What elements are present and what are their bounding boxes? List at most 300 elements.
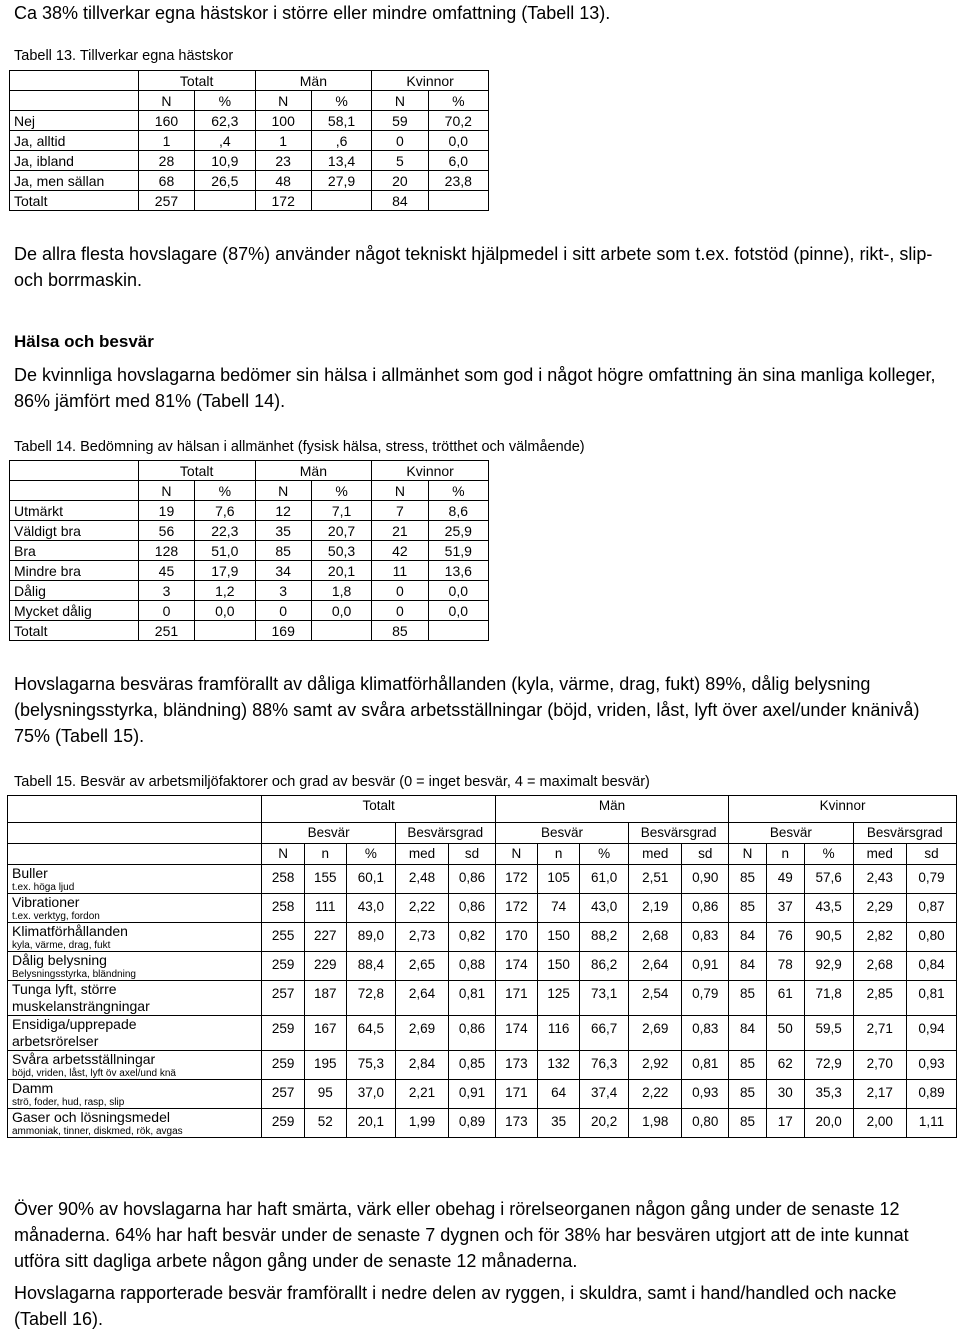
table-cell: 0,0 <box>428 131 488 151</box>
table-cell: 20,0 <box>804 1109 853 1138</box>
table-cell: 0 <box>138 601 194 621</box>
table-cell: 2,85 <box>853 981 906 1016</box>
table-row <box>10 561 489 581</box>
factor-note: Belysningsstyrka, bländning <box>12 969 136 980</box>
row-label: Väldigt bra <box>10 521 139 541</box>
factor-label: Vibrationer <box>12 894 80 910</box>
table-cell: 84 <box>729 952 767 981</box>
table-cell: 2,19 <box>629 894 682 923</box>
table-cell: 59 <box>372 111 428 131</box>
table-cell: 1 <box>138 131 194 151</box>
table-cell: 195 <box>304 1051 346 1080</box>
table-cell: 3 <box>255 581 311 601</box>
table-cell: 42 <box>372 541 428 561</box>
table-cell: 1 <box>255 131 311 151</box>
table-cell: 43,0 <box>346 894 395 923</box>
factor-label: Gaser och lösningsmedel <box>12 1109 170 1125</box>
table-cell: 84 <box>729 1016 767 1051</box>
column-header: N <box>262 844 304 865</box>
table-cell: 0,89 <box>906 1080 956 1109</box>
table-cell: 227 <box>304 923 346 952</box>
table-cell: 11 <box>372 561 428 581</box>
table-cell: 174 <box>495 952 537 981</box>
table-cell: 2,22 <box>629 1080 682 1109</box>
table-cell: 1,2 <box>195 581 255 601</box>
table-cell: 28 <box>138 151 194 171</box>
column-header: % <box>580 844 629 865</box>
column-header: N <box>255 91 311 111</box>
table-cell: 0,0 <box>311 601 371 621</box>
table-cell: 259 <box>262 1109 304 1138</box>
table-cell: 128 <box>138 541 194 561</box>
factor-label: Tunga lyft, större <box>12 981 117 997</box>
table-row <box>8 1051 957 1080</box>
besvarsgrad-header: Besvärsgrad <box>629 823 729 844</box>
table-cell: 64,5 <box>346 1016 395 1051</box>
table-cell: 150 <box>538 923 580 952</box>
table-cell: 37,0 <box>346 1080 395 1109</box>
table-cell: 173 <box>495 1051 537 1080</box>
table-row <box>8 923 957 952</box>
table-cell: 5 <box>372 151 428 171</box>
table-cell: 0,82 <box>449 923 496 952</box>
group-header: Kvinnor <box>372 461 489 481</box>
table-cell: 92,9 <box>804 952 853 981</box>
table-cell: 61,0 <box>580 865 629 894</box>
table-cell: 64 <box>538 1080 580 1109</box>
factor-label-line2: muskelansträngningar <box>12 998 150 1014</box>
table-cell: 171 <box>495 981 537 1016</box>
table-cell: 2,84 <box>395 1051 448 1080</box>
table-cell <box>195 191 255 211</box>
row-label: Ja, ibland <box>10 151 139 171</box>
column-header: % <box>311 481 371 501</box>
besvar-header: Besvär <box>729 823 853 844</box>
besvarsgrad-header: Besvärsgrad <box>395 823 495 844</box>
table-cell: 2,64 <box>395 981 448 1016</box>
table-13 <box>9 70 489 211</box>
table-cell: 1,98 <box>629 1109 682 1138</box>
table-cell: 255 <box>262 923 304 952</box>
table-cell: 68 <box>138 171 194 191</box>
table-cell: 0,91 <box>449 1080 496 1109</box>
table-cell: 85 <box>729 865 767 894</box>
table-cell: 58,1 <box>311 111 371 131</box>
table-cell: 2,92 <box>629 1051 682 1080</box>
subheader-row <box>10 91 489 111</box>
table-cell: 43,0 <box>580 894 629 923</box>
table-cell: 0 <box>372 581 428 601</box>
table-cell: 13,6 <box>428 561 488 581</box>
table-cell: 0 <box>372 131 428 151</box>
table-14 <box>9 460 489 641</box>
table-row <box>10 521 489 541</box>
table-cell: 174 <box>495 1016 537 1051</box>
table-cell: 2,29 <box>853 894 906 923</box>
table-cell: 76,3 <box>580 1051 629 1080</box>
table-cell: 85 <box>729 894 767 923</box>
table-cell: 84 <box>372 191 428 211</box>
column-header: % <box>311 91 371 111</box>
table-cell: 0,89 <box>449 1109 496 1138</box>
table-cell: 2,82 <box>853 923 906 952</box>
table-cell: 62 <box>766 1051 804 1080</box>
table-cell: 2,64 <box>629 952 682 981</box>
row-label: Mycket dålig <box>10 601 139 621</box>
column-header: N <box>138 481 194 501</box>
table-cell: 0,93 <box>906 1051 956 1080</box>
table-cell: 258 <box>262 894 304 923</box>
table-cell: 72,8 <box>346 981 395 1016</box>
table-cell: 49 <box>766 865 804 894</box>
table-cell: 2,43 <box>853 865 906 894</box>
table-cell <box>195 621 255 641</box>
column-header: sd <box>449 844 496 865</box>
table-cell: 34 <box>255 561 311 581</box>
table-cell: 86,2 <box>580 952 629 981</box>
table-cell: 66,7 <box>580 1016 629 1051</box>
paragraph-body-regions: Hovslagarna rapporterade besvär framförallt i nedre delen av ryggen, i skuldra, samt i hand/handled och nacke (Tabell 16). <box>14 1283 897 1329</box>
table-cell: 171 <box>495 1080 537 1109</box>
table-cell: 0,80 <box>682 1109 729 1138</box>
table-cell: 0,86 <box>449 1016 496 1051</box>
table-cell: 13,4 <box>311 151 371 171</box>
row-label: Bra <box>10 541 139 561</box>
table-cell: 2,73 <box>395 923 448 952</box>
table-cell: 85 <box>729 1051 767 1080</box>
table-cell: 2,65 <box>395 952 448 981</box>
table-cell: 0,79 <box>906 865 956 894</box>
table-cell <box>428 621 488 641</box>
table-cell: 57,6 <box>804 865 853 894</box>
table-cell: 251 <box>138 621 194 641</box>
corner-cell <box>8 823 262 844</box>
row-label: Dålig <box>10 581 139 601</box>
column-header: med <box>629 844 682 865</box>
table-cell: 56 <box>138 521 194 541</box>
table-cell: 2,71 <box>853 1016 906 1051</box>
table-cell: 2,51 <box>629 865 682 894</box>
table-cell: 259 <box>262 1016 304 1051</box>
table-cell: 51,9 <box>428 541 488 561</box>
table-cell: ,4 <box>195 131 255 151</box>
row-label: Totalt <box>10 191 139 211</box>
corner-cell <box>8 796 262 823</box>
row-label: Ja, alltid <box>10 131 139 151</box>
table-cell: 35 <box>255 521 311 541</box>
table-cell: 2,69 <box>395 1016 448 1051</box>
table-cell: 37,4 <box>580 1080 629 1109</box>
factor-note: ammoniak, tinner, diskmed, rök, avgas <box>12 1126 183 1137</box>
header-row <box>10 461 489 481</box>
table-cell: 0,0 <box>195 601 255 621</box>
table-cell: 187 <box>304 981 346 1016</box>
table-cell: 172 <box>255 191 311 211</box>
table-cell: 0 <box>255 601 311 621</box>
column-header: % <box>428 481 488 501</box>
table-cell: ,6 <box>311 131 371 151</box>
table-cell: 2,68 <box>853 952 906 981</box>
table-cell: 169 <box>255 621 311 641</box>
intro-paragraph: Ca 38% tillverkar egna hästskor i större eller mindre omfattning (Tabell 13). <box>14 3 611 23</box>
table-cell: 52 <box>304 1109 346 1138</box>
row-label: Nej <box>10 111 139 131</box>
factor-note: kyla, värme, drag, fukt <box>12 940 111 951</box>
factor-label: Svåra arbetsställningar <box>12 1051 156 1067</box>
table-cell: 61 <box>766 981 804 1016</box>
table-row <box>10 151 489 171</box>
table-cell: 85 <box>729 1109 767 1138</box>
table13-caption: Tabell 13. Tillverkar egna hästskor <box>14 48 234 64</box>
corner-cell <box>10 481 139 501</box>
row-label <box>8 894 262 923</box>
table-cell: 88,4 <box>346 952 395 981</box>
paragraph-health: De kvinnliga hovslagarna bedömer sin hälsa i allmänhet som god i något högre omfattning än sina manliga kolleger, 86% jämfört med 81% (Tabell 14). <box>14 365 936 411</box>
table-row <box>10 111 489 131</box>
table-cell: 0,86 <box>682 894 729 923</box>
table-cell: 0,0 <box>428 581 488 601</box>
column-header: N <box>495 844 537 865</box>
paragraph-exposure: Hovslagarna besväras framförallt av dåliga klimatförhållanden (kyla, värme, drag, fukt) 89%, dålig belysning (belysningsstyrka, bländning) 88% samt av svåra arbetsställningar (böjd, vriden, låst, lyft över axel/under knänivå) 75% (Tabell 15). <box>14 674 920 746</box>
table-cell: 259 <box>262 952 304 981</box>
table-cell: 0,85 <box>449 1051 496 1080</box>
table-cell: 0,93 <box>682 1080 729 1109</box>
table-cell: 0,90 <box>682 865 729 894</box>
factor-note: böjd, vriden, låst, lyft öv axel/und knä <box>12 1068 176 1079</box>
column-header: % <box>428 91 488 111</box>
table-cell: 21 <box>372 521 428 541</box>
table-cell: 85 <box>255 541 311 561</box>
table-row <box>10 191 489 211</box>
table-cell: 20,7 <box>311 521 371 541</box>
row-label <box>8 865 262 894</box>
table-row <box>10 501 489 521</box>
table-15 <box>7 795 957 1138</box>
table-cell: 35 <box>538 1109 580 1138</box>
table-row <box>10 131 489 151</box>
group-header: Män <box>495 796 728 823</box>
table-cell: 173 <box>495 1109 537 1138</box>
table-cell: 0,83 <box>682 1016 729 1051</box>
table-cell: 20 <box>372 171 428 191</box>
table-row <box>8 894 957 923</box>
table-cell: 8,6 <box>428 501 488 521</box>
column-header: % <box>346 844 395 865</box>
table-cell: 78 <box>766 952 804 981</box>
table-cell: 23,8 <box>428 171 488 191</box>
column-header: % <box>804 844 853 865</box>
table-cell: 48 <box>255 171 311 191</box>
table-cell: 0,86 <box>449 865 496 894</box>
table-cell: 85 <box>729 981 767 1016</box>
factor-label-line2: arbetsrörelser <box>12 1033 99 1049</box>
table-row <box>10 601 489 621</box>
table-cell <box>428 191 488 211</box>
table-cell: 75,3 <box>346 1051 395 1080</box>
column-header: % <box>195 481 255 501</box>
table-cell: 167 <box>304 1016 346 1051</box>
table-cell <box>311 191 371 211</box>
table-cell: 2,69 <box>629 1016 682 1051</box>
table-cell: 25,9 <box>428 521 488 541</box>
subgroup-row <box>8 823 957 844</box>
table-cell: 100 <box>255 111 311 131</box>
table-cell: 0,81 <box>906 981 956 1016</box>
table-cell: 1,8 <box>311 581 371 601</box>
corner-cell <box>10 71 139 91</box>
paragraph-tools: De allra flesta hovslagare (87%) använder något tekniskt hjälpmedel i sitt arbete som t.ex. fotstöd (pinne), rikt-, slip- och borrmaskin. <box>14 244 933 290</box>
table-cell: 6,0 <box>428 151 488 171</box>
table-cell: 88,2 <box>580 923 629 952</box>
table-cell: 2,48 <box>395 865 448 894</box>
group-header: Män <box>255 71 372 91</box>
table-cell: 50 <box>766 1016 804 1051</box>
table-cell: 0,80 <box>906 923 956 952</box>
table-cell: 1,11 <box>906 1109 956 1138</box>
column-header: med <box>395 844 448 865</box>
table-cell: 20,1 <box>311 561 371 581</box>
table-cell: 73,1 <box>580 981 629 1016</box>
row-label: Ja, men sällan <box>10 171 139 191</box>
table-cell: 259 <box>262 1051 304 1080</box>
column-header: % <box>195 91 255 111</box>
column-header: N <box>255 481 311 501</box>
factor-label: Dålig belysning <box>12 952 107 968</box>
table-cell: 2,21 <box>395 1080 448 1109</box>
table-cell: 19 <box>138 501 194 521</box>
table-cell: 1,99 <box>395 1109 448 1138</box>
table-cell: 160 <box>138 111 194 131</box>
table-cell: 27,9 <box>311 171 371 191</box>
group-header: Totalt <box>262 796 495 823</box>
table-cell: 51,0 <box>195 541 255 561</box>
table-cell: 170 <box>495 923 537 952</box>
row-label: Mindre bra <box>10 561 139 581</box>
factor-label: Klimatförhållanden <box>12 923 128 939</box>
header-row <box>8 796 957 823</box>
group-header: Kvinnor <box>729 796 957 823</box>
column-header: N <box>729 844 767 865</box>
table-cell: 2,00 <box>853 1109 906 1138</box>
factor-label: Damm <box>12 1080 54 1096</box>
table-cell: 43,5 <box>804 894 853 923</box>
table14-caption: Tabell 14. Bedömning av hälsan i allmänhet (fysisk hälsa, stress, trötthet och välmående) <box>14 439 585 455</box>
table-cell: 12 <box>255 501 311 521</box>
table-cell: 74 <box>538 894 580 923</box>
table-cell: 72,9 <box>804 1051 853 1080</box>
table-cell: 60,1 <box>346 865 395 894</box>
table-cell: 95 <box>304 1080 346 1109</box>
table-cell: 76 <box>766 923 804 952</box>
table-cell: 17 <box>766 1109 804 1138</box>
group-header: Totalt <box>138 461 255 481</box>
table-cell: 37 <box>766 894 804 923</box>
table-cell: 257 <box>138 191 194 211</box>
table-cell: 22,3 <box>195 521 255 541</box>
row-label <box>8 1109 262 1138</box>
table-row <box>10 541 489 561</box>
row-label <box>8 1016 262 1051</box>
besvar-header: Besvär <box>262 823 395 844</box>
table-cell: 2,22 <box>395 894 448 923</box>
table-cell: 0,86 <box>449 894 496 923</box>
table-row <box>8 1016 957 1051</box>
column-header: N <box>372 91 428 111</box>
table-cell: 0,81 <box>682 1051 729 1080</box>
table-cell: 89,0 <box>346 923 395 952</box>
factor-label: Buller <box>12 865 48 881</box>
besvar-header: Besvär <box>495 823 628 844</box>
column-header: N <box>138 91 194 111</box>
paragraph-pain: Över 90% av hovslagarna har haft smärta, värk eller obehag i rörelseorganen någon gång under de senaste 12 månaderna. 64% har haft besvär under de senaste 7 dygnen och för 38% har besvären utgjort att de inte kunnat utföra sitt dagliga arbete någon gång under de senaste 12 månaderna. <box>14 1199 909 1271</box>
table-cell: 0,79 <box>682 981 729 1016</box>
factor-note: t.ex. höga ljud <box>12 882 75 893</box>
table-cell: 35,3 <box>804 1080 853 1109</box>
table-cell: 70,2 <box>428 111 488 131</box>
table15-caption: Tabell 15. Besvär av arbetsmiljöfaktorer och grad av besvär (0 = inget besvär, 4 = maximalt besvär) <box>14 774 650 790</box>
table-row <box>8 1080 957 1109</box>
row-label <box>8 923 262 952</box>
table-cell: 0,0 <box>428 601 488 621</box>
corner-cell <box>10 461 139 481</box>
table-cell: 7 <box>372 501 428 521</box>
besvarsgrad-header: Besvärsgrad <box>853 823 956 844</box>
table-cell: 45 <box>138 561 194 581</box>
section-heading: Hälsa och besvär <box>14 332 154 351</box>
table-cell: 0,88 <box>449 952 496 981</box>
table-cell: 172 <box>495 865 537 894</box>
table-cell: 2,70 <box>853 1051 906 1080</box>
table-cell: 26,5 <box>195 171 255 191</box>
table-cell: 23 <box>255 151 311 171</box>
subheader-row <box>10 481 489 501</box>
table-cell: 10,9 <box>195 151 255 171</box>
table-cell: 172 <box>495 894 537 923</box>
table-cell <box>311 621 371 641</box>
table-cell: 2,68 <box>629 923 682 952</box>
table-cell: 2,17 <box>853 1080 906 1109</box>
table-row <box>10 171 489 191</box>
table-cell: 257 <box>262 1080 304 1109</box>
table-cell: 85 <box>729 1080 767 1109</box>
table-row <box>8 952 957 981</box>
table-row <box>8 1109 957 1138</box>
table-cell: 71,8 <box>804 981 853 1016</box>
factor-note: t.ex. verktyg, fordon <box>12 911 100 922</box>
column-header: n <box>538 844 580 865</box>
group-header: Kvinnor <box>372 71 489 91</box>
group-header: Totalt <box>138 71 255 91</box>
table-cell: 84 <box>729 923 767 952</box>
column-header: sd <box>682 844 729 865</box>
column-header: sd <box>906 844 956 865</box>
column-header: N <box>372 481 428 501</box>
table-cell: 0,91 <box>682 952 729 981</box>
table-cell: 0,81 <box>449 981 496 1016</box>
table-cell: 105 <box>538 865 580 894</box>
table-cell: 0 <box>372 601 428 621</box>
row-label <box>8 981 262 1016</box>
factor-note: strö, foder, hud, rasp, slip <box>12 1097 125 1108</box>
factor-label: Ensidiga/upprepade <box>12 1016 137 1032</box>
table-cell: 116 <box>538 1016 580 1051</box>
table-cell: 90,5 <box>804 923 853 952</box>
table-cell: 111 <box>304 894 346 923</box>
table-cell: 0,94 <box>906 1016 956 1051</box>
column-header: n <box>304 844 346 865</box>
table-cell: 258 <box>262 865 304 894</box>
row-label <box>8 952 262 981</box>
